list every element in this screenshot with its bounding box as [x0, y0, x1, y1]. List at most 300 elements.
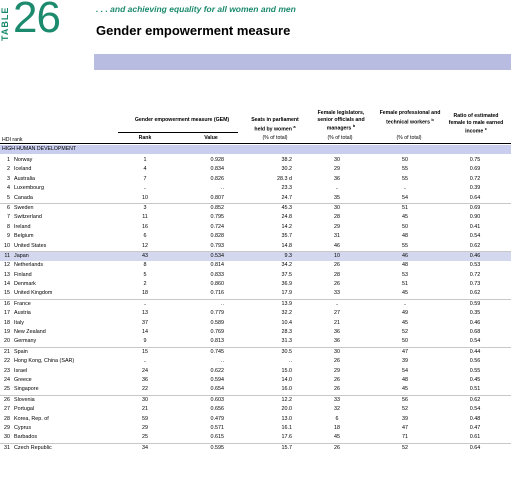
seats-cell: 32.2	[281, 310, 292, 317]
gem-rank-cell: 11	[142, 214, 148, 221]
seats-cell: 14.0	[281, 376, 292, 383]
seats-cell: 20.0	[281, 406, 292, 413]
professional-cell: 71	[402, 434, 408, 441]
table-row	[0, 348, 511, 357]
professional-cell: 52	[402, 406, 408, 413]
legislators-cell: 36	[334, 329, 340, 336]
seats-cell: 28.3	[281, 329, 292, 336]
legislators-cell: 31	[334, 233, 340, 240]
gem-value-cell: 0.852	[210, 204, 224, 211]
table-row	[0, 242, 511, 252]
gem-rank-cell: 2	[143, 281, 147, 288]
value-header: Value	[204, 135, 218, 141]
country-cell: United States	[14, 242, 47, 249]
country-cell: Czech Republic	[14, 444, 52, 451]
legislators-cell: 6	[335, 415, 339, 422]
table-row	[0, 175, 511, 184]
gem-value-cell: 0.534	[210, 252, 224, 259]
seats-cell: ..	[289, 358, 292, 365]
gem-rank-cell: 30	[142, 396, 148, 403]
gem-value-cell: 0.745	[210, 348, 224, 355]
table-row	[0, 396, 511, 405]
gem-rank-cell: 7	[143, 175, 147, 182]
gem-rank-cell: 6	[143, 233, 147, 240]
ratio-cell: 0.46	[469, 319, 481, 326]
legislators-cell: 26	[334, 376, 340, 383]
country-cell: Spain	[14, 348, 28, 355]
seats-cell: 45.3	[281, 204, 292, 211]
professional-cell: 53	[402, 271, 408, 278]
gem-rank-cell: 29	[142, 424, 148, 431]
seats-cell: 30.5	[281, 348, 292, 355]
legislators-cell: 36	[334, 338, 340, 345]
country-cell: Finland	[14, 271, 32, 278]
country-cell: Japan	[14, 252, 29, 259]
hdi-rank-cell: 9	[7, 233, 10, 240]
table-number: 26	[13, 0, 60, 42]
gem-value-cell: 0.622	[210, 367, 224, 374]
professional-cell: 54	[402, 194, 408, 201]
gem-rank-cell: ..	[143, 358, 147, 365]
ratio-cell: 0.64	[469, 194, 481, 201]
hdi-rank-cell: 2	[7, 166, 10, 173]
gem-value-cell: 0.595	[210, 444, 224, 451]
gem-rank-cell: 12	[142, 242, 148, 249]
country-cell: Australia	[14, 175, 35, 182]
seats-cell: 9.3	[284, 252, 292, 259]
hdi-rank-cell: 27	[4, 406, 10, 413]
country-cell: Belgium	[14, 233, 34, 240]
legislators-cell: 33	[334, 290, 340, 297]
gem-value-cell: 0.479	[210, 415, 224, 422]
table-row	[0, 309, 511, 318]
professional-cell: 50	[402, 338, 408, 345]
gem-rank-cell: 21	[142, 406, 148, 413]
seats-cell: 13.0	[281, 415, 292, 422]
legislators-cell: 10	[334, 252, 340, 259]
ratio-cell: 0.48	[469, 415, 481, 422]
table-row	[0, 424, 511, 433]
table-row	[0, 300, 511, 309]
gem-value-cell: 0.594	[210, 376, 224, 383]
hdi-rank-cell: 31	[4, 444, 10, 451]
gem-rank-cell: ..	[143, 300, 147, 307]
country-cell: Cyprus	[14, 424, 32, 431]
gem-value-cell: ..	[221, 300, 224, 307]
hdi-rank-cell: 3	[7, 175, 10, 182]
hdi-rank-cell: 23	[4, 367, 10, 374]
legislators-unit: (% of total)	[327, 135, 353, 141]
hdi-rank-cell: 17	[4, 310, 10, 317]
gem-rank-cell: 15	[142, 348, 148, 355]
professional-cell: 50	[402, 157, 408, 163]
gem-value-cell: 0.795	[210, 214, 224, 221]
legislators-cell: 30	[334, 204, 340, 211]
professional-cell: 51	[402, 281, 408, 288]
gem-rank-cell: 10	[142, 194, 148, 201]
gem-value-cell: 0.834	[210, 166, 224, 173]
country-cell: France	[14, 300, 31, 307]
country-cell: Denmark	[14, 281, 36, 288]
table-row	[0, 252, 511, 261]
professional-cell: 48	[402, 262, 408, 269]
seats-cell: 37.5	[281, 271, 292, 278]
gem-value-cell: ..	[221, 358, 224, 365]
country-cell: Switzerland	[14, 214, 42, 221]
seats-cell: 13.9	[281, 300, 292, 307]
seats-cell: 14.2	[281, 223, 292, 230]
country-cell: Barbados	[14, 434, 38, 441]
legislators-cell: ..	[335, 300, 339, 307]
country-cell: Iceland	[14, 166, 32, 173]
professional-cell: 49	[402, 310, 408, 317]
hdi-rank-cell: 5	[7, 194, 10, 201]
legislators-cell: 27	[334, 310, 340, 317]
gem-rank-cell: 14	[142, 329, 148, 336]
ratio-cell: 0.73	[469, 281, 481, 288]
hdi-rank-cell: 30	[4, 434, 10, 441]
professional-cell: 52	[402, 329, 408, 336]
ratio-cell: 0.54	[469, 338, 481, 345]
country-cell: Luxembourg	[14, 185, 44, 192]
ratio-cell: 0.72	[469, 271, 481, 278]
ratio-cell: 0.51	[469, 386, 481, 393]
seats-cell: 24.7	[281, 194, 292, 201]
table-row	[0, 184, 511, 193]
table-row	[0, 165, 511, 174]
hdi-rank-cell: 16	[4, 300, 10, 307]
legislators-cell: 28	[334, 271, 340, 278]
table-row	[0, 319, 511, 328]
gem-value-cell: 0.793	[210, 242, 224, 249]
hdi-rank-cell: 12	[4, 262, 10, 269]
gem-rank-cell: 16	[142, 223, 148, 230]
ratio-cell: 0.75	[469, 157, 481, 163]
country-cell: Norway	[14, 157, 33, 163]
table-row	[0, 376, 511, 385]
professional-cell: 51	[402, 204, 408, 211]
table-row	[0, 328, 511, 337]
professional-unit: (% of total)	[396, 135, 422, 141]
hdi-rank-cell: 14	[4, 281, 10, 288]
legislators-cell: 29	[334, 223, 340, 230]
ratio-cell: 0.59	[469, 300, 481, 307]
country-cell: Hong Kong, China (SAR)	[14, 358, 75, 365]
hdi-rank-cell: 15	[4, 290, 10, 297]
ratio-cell: 0.47	[469, 424, 481, 431]
ratio-cell: 0.69	[469, 166, 481, 173]
gem-value-cell: 0.603	[210, 396, 224, 403]
ratio-cell: 0.62	[469, 242, 481, 249]
gem-rank-cell: 59	[142, 415, 148, 422]
table-row	[0, 405, 511, 414]
ratio-cell: 0.64	[469, 444, 481, 451]
gem-value-cell: 0.656	[210, 406, 224, 413]
hdi-rank-cell: 11	[4, 252, 10, 259]
legislators-cell: 30	[334, 157, 340, 163]
table-row	[0, 213, 511, 222]
legislators-cell: 18	[334, 424, 340, 431]
seats-cell: 24.8	[281, 214, 292, 221]
hdi-rank-cell: 21	[4, 348, 10, 355]
ratio-cell: 0.55	[469, 367, 481, 374]
professional-header: Female professional and technical workers $^b$	[379, 110, 441, 126]
seats-cell: 10.4	[281, 319, 292, 326]
professional-cell: 55	[402, 166, 408, 173]
gem-value-cell: 0.833	[210, 271, 224, 278]
ratio-cell: 0.69	[469, 204, 481, 211]
professional-cell: 45	[402, 386, 408, 393]
gem-rank-cell: 3	[143, 204, 147, 211]
professional-cell: 55	[402, 242, 408, 249]
legislators-cell: ..	[335, 185, 339, 192]
ratio-cell: 0.53	[469, 262, 481, 269]
gem-header: Gender empowerment measure (GEM)	[134, 117, 230, 123]
legislators-cell: 28	[334, 214, 340, 221]
country-cell: Germany	[14, 338, 37, 345]
gem-value-cell: 0.807	[210, 194, 224, 201]
hdi-rank-cell: 20	[4, 338, 10, 345]
gem-value-cell: 0.826	[210, 175, 224, 182]
ratio-footnote: c	[484, 126, 487, 131]
table-row	[0, 385, 511, 395]
professional-cell: 52	[402, 444, 408, 451]
section-high-development	[0, 145, 511, 154]
gem-rank-cell: 43	[142, 252, 148, 259]
header-bottom-rule	[0, 143, 511, 144]
gem-value-cell: 0.589	[210, 319, 224, 326]
professional-cell: 55	[402, 175, 408, 182]
gem-rank-cell: 8	[143, 262, 147, 269]
seats-unit: (% of total)	[262, 135, 288, 141]
gem-rank-cell: 22	[142, 386, 148, 393]
seats-cell: 34.2	[281, 262, 292, 269]
gem-rank-cell: 37	[142, 319, 148, 326]
gem-value-cell: 0.814	[210, 262, 224, 269]
professional-cell: 47	[402, 348, 408, 355]
legislators-cell: 30	[334, 348, 340, 355]
seats-cell: 30.2	[281, 166, 292, 173]
seats-footnote: a	[293, 123, 296, 129]
professional-cell: 47	[402, 424, 408, 431]
seats-cell: 16.0	[281, 386, 292, 393]
hdi-rank-cell: 8	[7, 223, 10, 230]
country-cell: Portugal	[14, 406, 35, 413]
page-title: Gender empowerment measure	[96, 23, 291, 38]
ratio-cell: 0.62	[469, 396, 481, 403]
country-cell: Ireland	[14, 223, 31, 230]
seats-header: Seats in parliament held by women $^a$	[251, 117, 299, 133]
hdi-rank-cell: 18	[4, 319, 10, 326]
hdi-rank-cell: 25	[4, 386, 10, 393]
seats-cell: 35.7	[281, 233, 292, 240]
ratio-cell: 0.54	[469, 233, 481, 240]
country-cell: United Kingdom	[14, 290, 53, 297]
gem-rank-cell: 24	[142, 367, 148, 374]
header-band	[94, 54, 511, 70]
professional-cell: 48	[402, 376, 408, 383]
hdi-rank-cell: 6	[7, 204, 10, 211]
legislators-cell: 26	[334, 358, 340, 365]
gem-value-cell: 0.813	[210, 338, 224, 345]
section-label: HIGH HUMAN DEVELOPMENT	[2, 146, 77, 152]
header-band-left	[0, 54, 92, 70]
table-row	[0, 261, 511, 270]
hdi-rank-cell: 13	[4, 271, 10, 278]
country-cell: Korea, Rep. of	[14, 415, 49, 422]
table-row	[0, 367, 511, 376]
professional-cell: 39	[402, 415, 408, 422]
country-cell: New Zealand	[14, 329, 46, 336]
professional-cell: 54	[402, 367, 408, 374]
gem-rank-cell: 1	[143, 157, 147, 163]
seats-cell: 36.9	[281, 281, 292, 288]
legislators-cell: 46	[334, 242, 340, 249]
gem-value-cell: 0.615	[210, 434, 224, 441]
country-cell: Slovenia	[14, 396, 35, 403]
hdi-rank-cell: 10	[4, 242, 10, 249]
hdi-rank-cell: 29	[4, 424, 10, 431]
table-row	[0, 357, 511, 366]
gem-rank-cell: 36	[142, 376, 148, 383]
hdi-rank-cell: 19	[4, 329, 10, 336]
table-row	[0, 223, 511, 232]
seats-cell: 15.0	[281, 367, 292, 374]
professional-cell: 50	[402, 223, 408, 230]
legislators-cell: 36	[334, 175, 340, 182]
gem-value-cell: 0.716	[210, 290, 224, 297]
seats-cell: 15.7	[281, 444, 292, 451]
legislators-cell: 29	[334, 367, 340, 374]
legislators-cell: 26	[334, 262, 340, 269]
ratio-cell: 0.39	[469, 185, 481, 192]
gem-value-cell: 0.828	[210, 233, 224, 240]
table-row	[0, 204, 511, 213]
country-cell: Singapore	[14, 386, 39, 393]
country-cell: Greece	[14, 376, 32, 383]
country-cell: Canada	[14, 194, 33, 201]
rank-header: Rank	[138, 135, 152, 141]
hdi-rank-cell: 28	[4, 415, 10, 422]
gem-value-cell: ..	[221, 185, 224, 192]
gem-value-cell: 0.571	[210, 424, 224, 431]
ratio-cell: 0.35	[469, 310, 481, 317]
page-subtitle: . . . and achieving equality for all women and men	[96, 4, 296, 14]
gem-rank-cell: 13	[142, 310, 148, 317]
table-row	[0, 444, 511, 453]
legislators-cell: 29	[334, 166, 340, 173]
professional-cell: 39	[402, 358, 408, 365]
legislators-cell: 26	[334, 444, 340, 451]
hdi-rank-cell: 22	[4, 358, 10, 365]
professional-cell: 48	[402, 233, 408, 240]
legislators-header: Female legislators, senior officials and managers $^b$	[317, 110, 365, 132]
country-cell: Austria	[14, 310, 31, 317]
legislators-cell: 33	[334, 396, 340, 403]
table-row	[0, 289, 511, 299]
gem-rank-cell: 9	[143, 338, 147, 345]
professional-cell: 46	[402, 252, 408, 259]
professional-footnote: b	[431, 116, 434, 122]
professional-cell: 56	[402, 396, 408, 403]
table-row	[0, 337, 511, 347]
gem-rank-cell: 5	[143, 271, 147, 278]
table-row	[0, 433, 511, 443]
country-cell: Netherlands	[14, 262, 44, 269]
seats-cell: 16.1	[281, 424, 292, 431]
ratio-cell: 0.90	[469, 214, 481, 221]
gem-rank-cell: 4	[143, 166, 147, 173]
gem-header-rule	[118, 132, 238, 133]
seats-cell: 17.6	[281, 434, 292, 441]
hdi-rank-cell: 1	[7, 157, 10, 163]
hdi-rank-cell: 4	[7, 185, 10, 192]
gem-value-cell: 0.654	[210, 386, 224, 393]
legislators-cell: 26	[334, 281, 340, 288]
gem-value-cell: 0.779	[210, 310, 224, 317]
gem-rank-cell: 18	[142, 290, 148, 297]
seats-cell: 17.9	[281, 290, 292, 297]
ratio-cell: 0.46	[469, 252, 481, 259]
seats-cell: 14.8	[281, 242, 292, 249]
legislators-cell: 21	[334, 319, 340, 326]
hdi-rank-cell: 26	[4, 396, 10, 403]
gem-rank-cell: 25	[142, 434, 148, 441]
legislators-cell: 45	[334, 434, 340, 441]
seats-cell: 31.3	[281, 338, 292, 345]
table-row	[0, 156, 511, 165]
gem-rank-cell: ..	[143, 185, 147, 192]
seats-cell: 38.2	[281, 157, 292, 163]
hdi-rank-cell: 7	[7, 214, 10, 221]
professional-cell: ..	[403, 185, 407, 192]
professional-cell: 45	[402, 214, 408, 221]
table-row	[0, 232, 511, 241]
country-cell: Italy	[14, 319, 24, 326]
legislators-cell: 32	[334, 406, 340, 413]
ratio-cell: 0.45	[469, 376, 481, 383]
ratio-cell: 0.61	[469, 434, 481, 441]
ratio-cell: 0.41	[469, 223, 481, 230]
table-row	[0, 194, 511, 204]
seats-cell: 23.3	[281, 185, 292, 192]
ratio-cell: 0.72	[469, 175, 481, 182]
hdi-rank-cell: 24	[4, 376, 10, 383]
ratio-cell: 0.62	[469, 290, 481, 297]
ratio-cell: 0.54	[469, 406, 481, 413]
ratio-cell: 0.44	[469, 348, 481, 355]
table-row	[0, 271, 511, 280]
table-label: TABLE	[0, 6, 10, 42]
gem-value-cell: 0.860	[210, 281, 224, 288]
legislators-cell: 26	[334, 386, 340, 393]
professional-cell: 45	[402, 319, 408, 326]
gem-rank-cell: 34	[142, 444, 148, 451]
seats-cell: 28.3 d	[277, 175, 292, 182]
seats-cell: 12.2	[281, 396, 292, 403]
country-cell: Sweden	[14, 204, 34, 211]
professional-cell: ..	[403, 300, 407, 307]
hdi-rank-label: HDI rank	[2, 137, 23, 143]
legislators-cell: 35	[334, 194, 340, 201]
data-table	[0, 156, 511, 453]
gem-value-cell: 0.769	[210, 329, 224, 336]
ratio-header: Ratio of estimated female to male earned income $^c$	[448, 113, 504, 135]
table-row	[0, 280, 511, 289]
legislators-footnote: b	[352, 123, 356, 128]
gem-value-cell: 0.928	[210, 157, 224, 163]
table-row	[0, 415, 511, 424]
